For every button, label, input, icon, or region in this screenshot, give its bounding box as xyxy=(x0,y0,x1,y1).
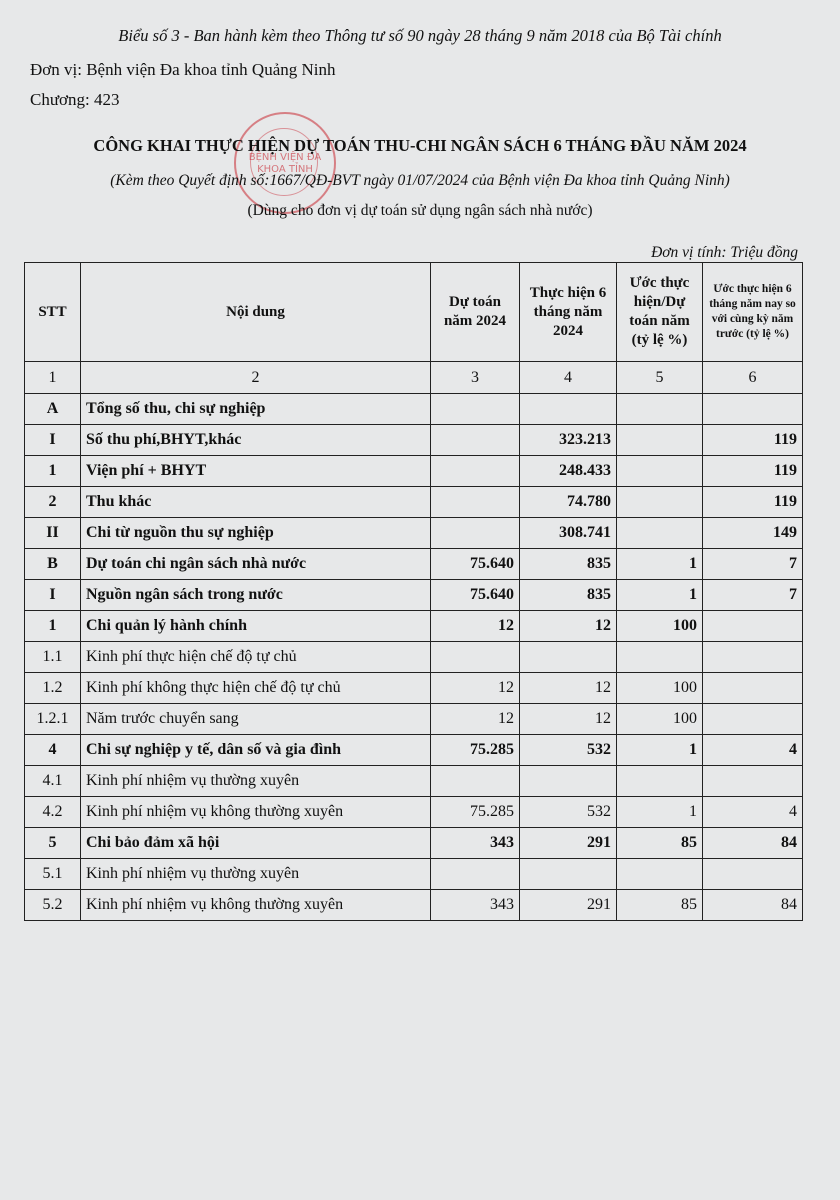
row-content: Dự toán chi ngân sách nhà nước xyxy=(81,549,431,580)
row-actual xyxy=(520,394,617,425)
row-budget: 75.285 xyxy=(431,735,520,766)
row-content: Viện phí + BHYT xyxy=(81,456,431,487)
stamp-text: BỆNH VIỆN ĐA KHOA TỈNH xyxy=(248,152,322,175)
row-budget xyxy=(431,859,520,890)
table-row xyxy=(25,890,803,921)
row-ratio-budget: 1 xyxy=(617,549,703,580)
row-content: Chi từ nguồn thu sự nghiệp xyxy=(81,518,431,549)
row-actual: 835 xyxy=(520,549,617,580)
row-stt: 4 xyxy=(25,735,81,766)
row-stt: I xyxy=(25,580,81,611)
row-ratio-budget xyxy=(617,394,703,425)
column-number: 5 xyxy=(617,362,703,394)
row-ratio-prev-year xyxy=(703,642,803,673)
usage-note: (Dùng cho đơn vị dự toán sử dụng ngân sách nhà nước) xyxy=(247,202,593,219)
header-stt: STT xyxy=(25,263,81,362)
row-ratio-prev-year: 84 xyxy=(703,890,803,921)
row-budget xyxy=(431,394,520,425)
column-number: 2 xyxy=(81,362,431,394)
row-ratio-prev-year: 7 xyxy=(703,549,803,580)
row-actual: 291 xyxy=(520,828,617,859)
row-ratio-budget: 1 xyxy=(617,735,703,766)
row-stt: A xyxy=(25,394,81,425)
table-row xyxy=(25,828,803,859)
row-content: Nguồn ngân sách trong nước xyxy=(81,580,431,611)
table-row xyxy=(25,487,803,518)
table-row xyxy=(25,580,803,611)
header-content: Nội dung xyxy=(81,263,431,362)
row-actual: 12 xyxy=(520,673,617,704)
table-row xyxy=(25,673,803,704)
table-row xyxy=(25,518,803,549)
row-stt: 1.2.1 xyxy=(25,704,81,735)
row-budget xyxy=(431,487,520,518)
official-stamp xyxy=(234,112,336,214)
row-ratio-prev-year: 119 xyxy=(703,487,803,518)
row-budget: 12 xyxy=(431,704,520,735)
row-budget: 12 xyxy=(431,673,520,704)
row-ratio-budget: 100 xyxy=(617,704,703,735)
row-actual: 74.780 xyxy=(520,487,617,518)
row-budget xyxy=(431,766,520,797)
row-content: Tổng số thu, chi sự nghiệp xyxy=(81,394,431,425)
header-actual: Thực hiện 6 tháng năm 2024 xyxy=(520,263,617,362)
row-budget: 343 xyxy=(431,890,520,921)
table-row xyxy=(25,797,803,828)
row-actual: 12 xyxy=(520,704,617,735)
row-ratio-budget: 85 xyxy=(617,890,703,921)
table-row xyxy=(25,735,803,766)
table-row xyxy=(25,549,803,580)
column-number: 6 xyxy=(703,362,803,394)
row-ratio-prev-year xyxy=(703,673,803,704)
table-row xyxy=(25,611,803,642)
row-content: Thu khác xyxy=(81,487,431,518)
row-actual: 248.433 xyxy=(520,456,617,487)
table-row xyxy=(25,456,803,487)
row-ratio-prev-year xyxy=(703,611,803,642)
row-budget: 343 xyxy=(431,828,520,859)
row-actual: 532 xyxy=(520,797,617,828)
table-row xyxy=(25,766,803,797)
row-ratio-prev-year: 119 xyxy=(703,456,803,487)
row-budget: 75.285 xyxy=(431,797,520,828)
table-row xyxy=(25,859,803,890)
header-budget: Dự toán năm 2024 xyxy=(431,263,520,362)
row-ratio-prev-year: 4 xyxy=(703,735,803,766)
table-row xyxy=(25,704,803,735)
row-ratio-prev-year: 84 xyxy=(703,828,803,859)
row-actual xyxy=(520,766,617,797)
row-ratio-prev-year xyxy=(703,704,803,735)
row-stt: 1 xyxy=(25,611,81,642)
row-ratio-prev-year: 7 xyxy=(703,580,803,611)
row-ratio-prev-year xyxy=(703,766,803,797)
row-content: Năm trước chuyển sang xyxy=(81,704,431,735)
column-number: 3 xyxy=(431,362,520,394)
column-number-row xyxy=(25,362,803,394)
row-stt: 1.2 xyxy=(25,673,81,704)
row-ratio-budget: 100 xyxy=(617,673,703,704)
row-content: Kinh phí thực hiện chế độ tự chủ xyxy=(81,642,431,673)
row-actual: 323.213 xyxy=(520,425,617,456)
row-stt: 2 xyxy=(25,487,81,518)
row-ratio-prev-year xyxy=(703,859,803,890)
row-actual: 291 xyxy=(520,890,617,921)
row-content: Kinh phí nhiệm vụ không thường xuyên xyxy=(81,797,431,828)
row-budget: 75.640 xyxy=(431,580,520,611)
row-content: Kinh phí không thực hiện chế độ tự chủ xyxy=(81,673,431,704)
row-actual: 308.741 xyxy=(520,518,617,549)
row-ratio-budget xyxy=(617,859,703,890)
budget-table xyxy=(24,262,803,921)
row-ratio-budget: 100 xyxy=(617,611,703,642)
row-actual: 12 xyxy=(520,611,617,642)
column-number: 1 xyxy=(25,362,81,394)
row-content: Chi bảo đảm xã hội xyxy=(81,828,431,859)
row-ratio-budget: 85 xyxy=(617,828,703,859)
row-budget xyxy=(431,425,520,456)
row-content: Kinh phí nhiệm vụ thường xuyên xyxy=(81,766,431,797)
row-content: Chi sự nghiệp y tế, dân số và gia đình xyxy=(81,735,431,766)
row-content: Chi quản lý hành chính xyxy=(81,611,431,642)
column-number: 4 xyxy=(520,362,617,394)
header-ratio-budget: Ước thực hiện/Dự toán năm (tỷ lệ %) xyxy=(617,263,703,362)
row-ratio-prev-year xyxy=(703,394,803,425)
table-row xyxy=(25,425,803,456)
currency-unit: Đơn vị tính: Triệu đồng xyxy=(651,244,798,261)
row-ratio-budget xyxy=(617,518,703,549)
row-ratio-budget xyxy=(617,642,703,673)
row-stt: II xyxy=(25,518,81,549)
header-ratio-prev-year: Ước thực hiện 6 tháng năm nay so với cùng kỳ năm trước (tỷ lệ %) xyxy=(703,263,803,362)
row-actual: 835 xyxy=(520,580,617,611)
table-row xyxy=(25,642,803,673)
row-stt: B xyxy=(25,549,81,580)
row-budget xyxy=(431,642,520,673)
table-row xyxy=(25,394,803,425)
row-content: Kinh phí nhiệm vụ thường xuyên xyxy=(81,859,431,890)
row-ratio-budget xyxy=(617,456,703,487)
row-actual xyxy=(520,642,617,673)
row-stt: I xyxy=(25,425,81,456)
row-ratio-budget xyxy=(617,425,703,456)
row-content: Kinh phí nhiệm vụ không thường xuyên xyxy=(81,890,431,921)
page-title: CÔNG KHAI THỰC HIỆN DỰ TOÁN THU-CHI NGÂN SÁCH 6 THÁNG ĐẦU NĂM 2024 xyxy=(93,136,747,155)
unit-line: Đơn vị: Bệnh viện Đa khoa tỉnh Quảng Ninh xyxy=(30,60,336,79)
row-budget xyxy=(431,518,520,549)
row-budget: 75.640 xyxy=(431,549,520,580)
row-actual xyxy=(520,859,617,890)
row-content: Số thu phí,BHYT,khác xyxy=(81,425,431,456)
row-stt: 5 xyxy=(25,828,81,859)
row-budget xyxy=(431,456,520,487)
header-row xyxy=(25,263,803,362)
row-ratio-budget: 1 xyxy=(617,580,703,611)
row-ratio-budget xyxy=(617,766,703,797)
row-ratio-prev-year: 4 xyxy=(703,797,803,828)
form-note: Biểu số 3 - Ban hành kèm theo Thông tư số 90 ngày 28 tháng 9 năm 2018 của Bộ Tài chính xyxy=(118,26,722,45)
row-ratio-prev-year: 119 xyxy=(703,425,803,456)
page-subtitle: (Kèm theo Quyết định số:1667/QĐ-BVT ngày 01/07/2024 của Bệnh viện Đa khoa tỉnh Quảng Ninh) xyxy=(110,172,730,189)
row-ratio-budget: 1 xyxy=(617,797,703,828)
row-ratio-budget xyxy=(617,487,703,518)
row-stt: 1 xyxy=(25,456,81,487)
row-budget: 12 xyxy=(431,611,520,642)
row-ratio-prev-year: 149 xyxy=(703,518,803,549)
row-stt: 5.1 xyxy=(25,859,81,890)
row-stt: 4.2 xyxy=(25,797,81,828)
row-stt: 5.2 xyxy=(25,890,81,921)
chapter-line: Chương: 423 xyxy=(30,90,120,109)
row-stt: 4.1 xyxy=(25,766,81,797)
row-actual: 532 xyxy=(520,735,617,766)
row-stt: 1.1 xyxy=(25,642,81,673)
